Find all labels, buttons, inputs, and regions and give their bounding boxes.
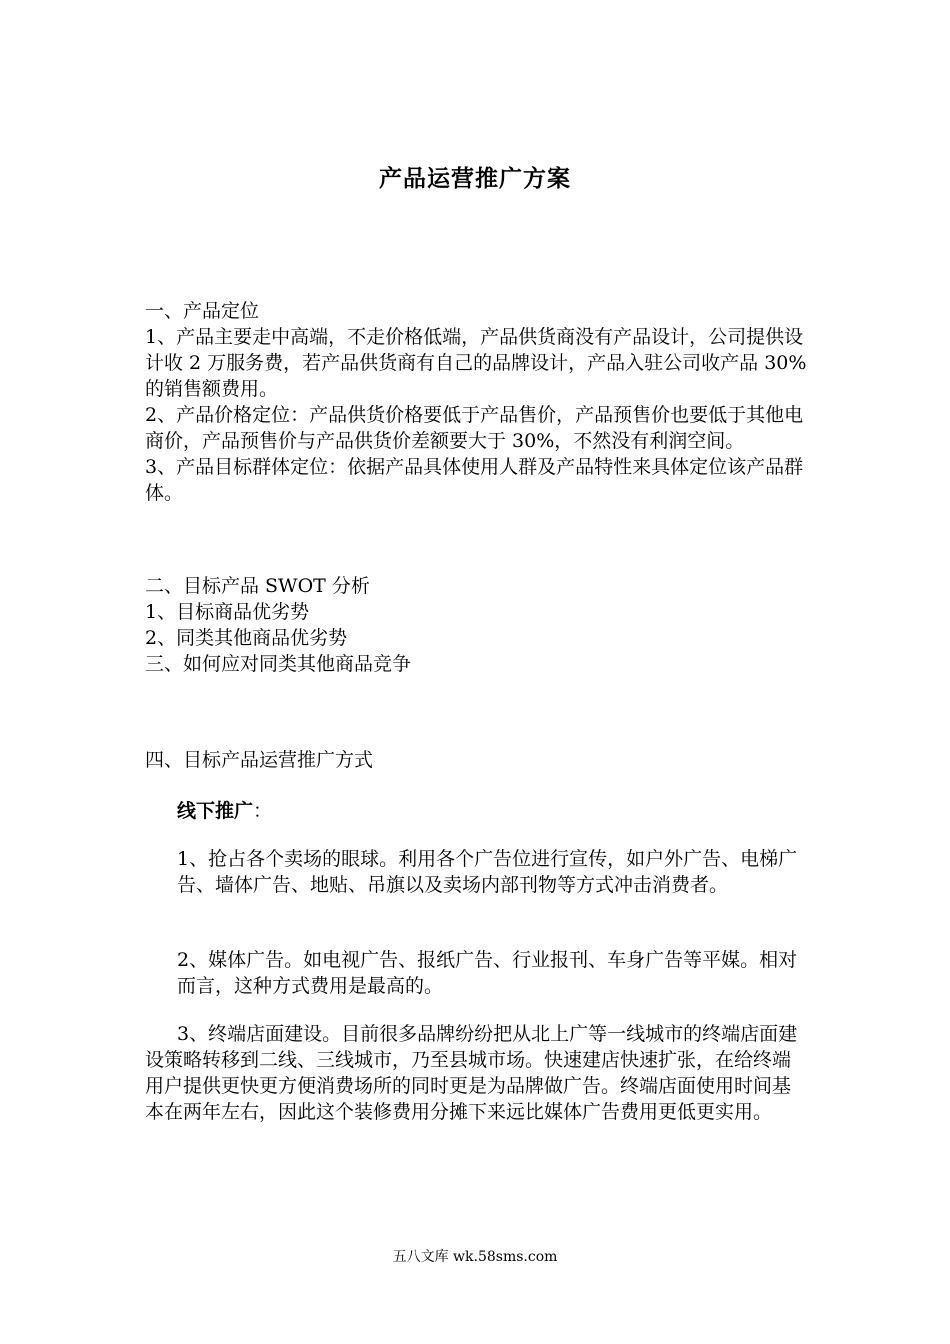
section-4-paragraph-2 [177,947,809,999]
section-4-heading [145,747,815,773]
offline-label-colon: ： [253,800,273,822]
section-4-paragraph-2-text: 2、媒体广告。如电视广告、报纸广告、行业报刊、车身广告等平媒。相对而言，这种方式费用是最高的。 [177,949,798,997]
section-1-paragraph-2: 2、产品价格定位：产品供货价格要低于产品售价，产品预售价也要低于其他电商价，产品预售价与产品供货价差额要大于 30%，不然没有利润空间。 [145,404,804,452]
document-title: 产品运营推广方案 [379,165,571,192]
section-1-heading: 一、产品定位 [145,300,260,322]
page-footer: 五八文库 wk.58sms.com [392,1249,558,1265]
section-4-paragraph-3-text: 3、终端店面建设。目前很多品牌纷纷把从北上广等一线城市的终端店面建设策略转移到二线、三线城市，乃至县城市场。快速建店快速扩张，在给终端用户提供更快更方便消费场所的同时更是为品牌做广告。终端店面使用时间基本在两年左右，因此这个装修费用分摊下来远比媒体广告费用更低更实用。 [145,1023,798,1123]
section-2-item-2: 2、同类其他商品优劣势 [145,627,348,649]
section-3-heading: 三、如何应对同类其他商品竞争 [145,653,412,675]
section-4-paragraph-3 [145,1021,809,1125]
section-4-paragraph-1-text: 1、抢占各个卖场的眼球。利用各个广告位进行宣传，如户外广告、电梯广告、墙体广告、地贴、吊旗以及卖场内部刊物等方式冲击消费者。 [177,848,798,896]
section-4-paragraph-1 [177,846,809,898]
section-2 [145,573,815,677]
section-1-paragraph-3: 3、产品目标群体定位：依据产品具体使用人群及产品特性来具体定位该产品群体。 [145,456,804,504]
section-2-heading: 二、目标产品 SWOT 分析 [145,575,370,597]
offline-promotion-label [177,798,809,824]
offline-label-text: 线下推广 [177,800,254,822]
section-2-item-1: 1、目标商品优劣势 [145,601,310,623]
section-1-paragraph-1: 1、产品主要走中高端，不走价格低端，产品供货商没有产品设计，公司提供设计收 2 万服务费，若产品供货商有自己的品牌设计，产品入驻公司收产品 30%的销售额费用。 [145,326,807,400]
section-1 [145,298,815,506]
section-4-heading-text: 四、目标产品运营推广方式 [145,749,374,771]
